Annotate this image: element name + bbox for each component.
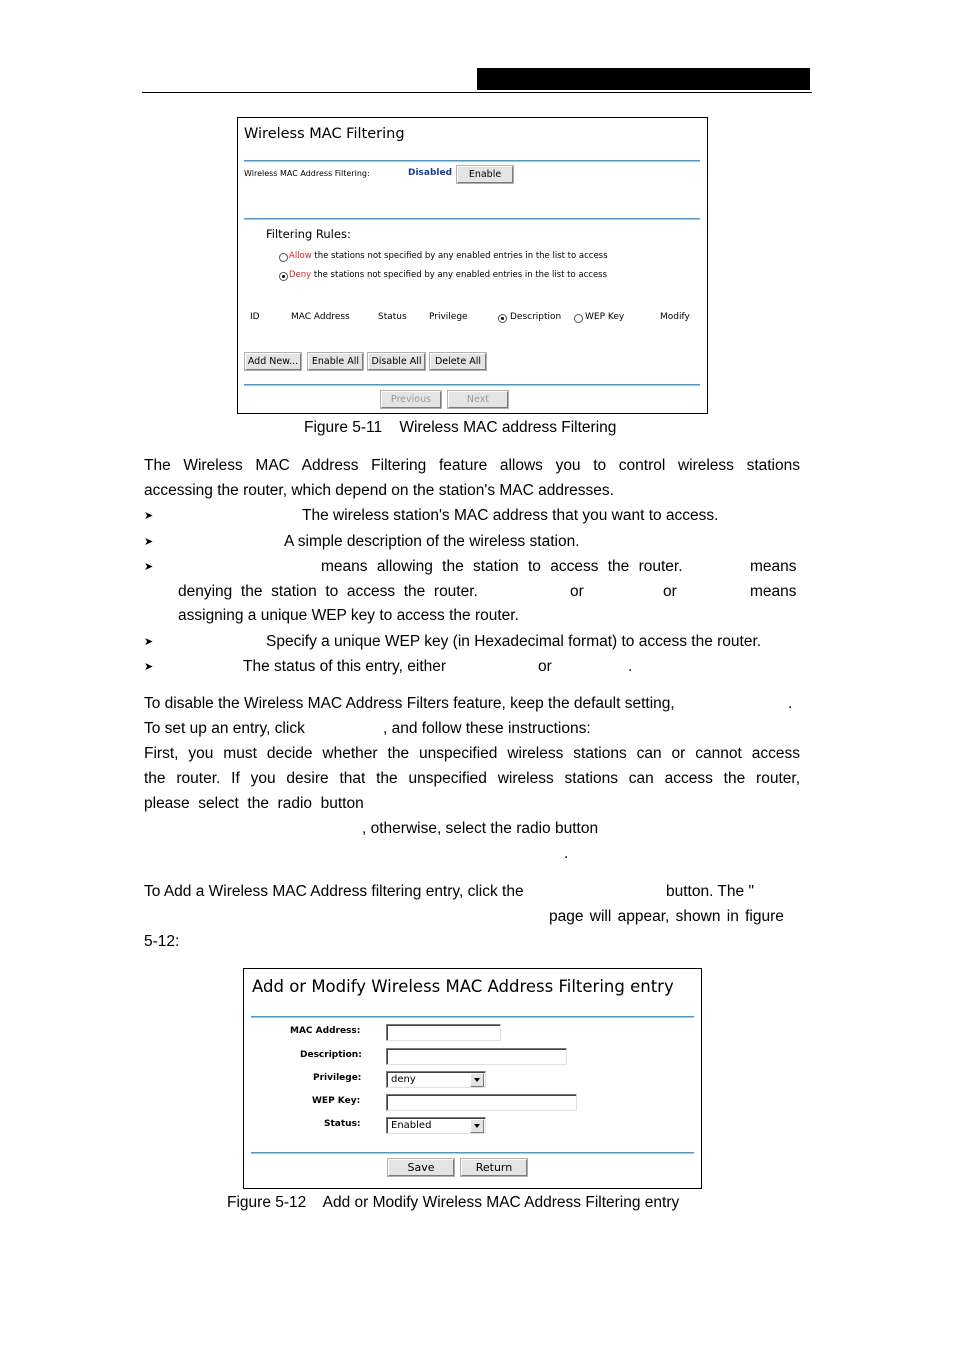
enable-all-button[interactable]: Enable All	[308, 353, 363, 370]
divider	[244, 160, 700, 162]
bullet-description: A simple description of the wireless station.	[284, 533, 580, 550]
bullet-privilege-l3: assigning a unique WEP key to access the router.	[178, 607, 519, 624]
description-radio[interactable]	[498, 314, 507, 323]
deny-word: Deny	[289, 270, 312, 280]
bullet-privilege-l2c: or	[663, 583, 677, 600]
dropdown-arrow-icon[interactable]	[470, 1119, 484, 1133]
bullet-status-a: The status of this entry, either	[243, 658, 447, 675]
para-disable-b: .	[788, 695, 793, 712]
col-id: ID	[250, 312, 260, 322]
intro-line-1: The Wireless MAC Address Filtering feature allows you to control wireless stations	[144, 457, 800, 474]
bullet-arrow-icon: ➤	[144, 636, 154, 648]
bullet-privilege-l2d: means	[750, 583, 797, 600]
para-add-l1b: button. The "	[666, 883, 754, 900]
col-description: Description	[510, 312, 562, 322]
figure-caption-5-12: Figure 5-12 Add or Modify Wireless MAC Address Filtering entry	[227, 1194, 680, 1211]
para-add-l3: 5-12:	[144, 933, 180, 950]
status-select[interactable]	[386, 1117, 486, 1134]
status-label: Status:	[324, 1119, 361, 1129]
para-setup-b: , and follow these instructions:	[383, 720, 591, 737]
dropdown-arrow-icon[interactable]	[470, 1073, 484, 1087]
bullet-arrow-icon: ➤	[144, 536, 154, 548]
bullet-wep-key: Specify a unique WEP key (in Hexadecimal format) to access the router.	[266, 633, 762, 650]
mac-address-label: MAC Address:	[290, 1026, 361, 1036]
allow-rule	[289, 251, 608, 261]
filter-state: Disabled	[408, 168, 453, 178]
save-button[interactable]: Save	[388, 1159, 454, 1176]
deny-text: the stations not specified by any enabled entries in the list to access	[313, 270, 608, 280]
bullet-arrow-icon: ➤	[144, 561, 154, 573]
col-privilege: Privilege	[429, 312, 468, 322]
para-setup-a: To set up an entry, click	[144, 720, 305, 737]
divider	[244, 384, 700, 386]
description-label: Description:	[300, 1050, 362, 1060]
para-add-l2: page will appear, shown in figure	[549, 908, 784, 925]
para-first-l2: the router. If you desire that the unspecified wireless stations can access the router,	[144, 770, 800, 787]
mac-address-input[interactable]	[386, 1024, 501, 1041]
disable-all-button[interactable]: Disable All	[368, 353, 425, 370]
bullet-arrow-icon: ➤	[144, 510, 154, 522]
bullet-status-c: .	[628, 658, 633, 675]
filtering-rules-label: Filtering Rules:	[266, 227, 351, 241]
header-bar	[477, 68, 810, 90]
deny-radio[interactable]	[279, 272, 288, 281]
wireless-mac-filtering-panel	[237, 117, 708, 414]
bullet-privilege-l2a: denying the station to access the router.	[178, 583, 478, 600]
deny-rule	[289, 270, 607, 280]
col-status: Status	[378, 312, 407, 322]
add-new-button[interactable]: Add New...	[245, 353, 301, 370]
header-rule	[142, 92, 812, 93]
bullet-arrow-icon: ➤	[144, 661, 154, 673]
col-mac-address: MAC Address	[291, 312, 350, 322]
wep-key-input[interactable]	[386, 1094, 577, 1111]
divider	[251, 1016, 694, 1018]
allow-text: the stations not specified by any enabled entries in the list to access	[314, 251, 608, 261]
divider	[251, 1152, 694, 1154]
para-add-l1a: To Add a Wireless MAC Address filtering entry, click the	[144, 883, 524, 900]
bullet-status-b: or	[538, 658, 552, 675]
add-modify-entry-panel	[243, 968, 702, 1189]
divider	[244, 218, 700, 220]
privilege-label: Privilege:	[313, 1073, 362, 1083]
delete-all-button[interactable]: Delete All	[430, 353, 486, 370]
panel-title: Add or Modify Wireless MAC Address Filtering entry	[252, 977, 674, 996]
para-first-l5: .	[564, 845, 569, 862]
figure-caption-5-11: Figure 5-11 Wireless MAC address Filtering	[304, 419, 617, 436]
bullet-mac-address: The wireless station's MAC address that you want to access.	[302, 507, 719, 524]
intro-line-2: accessing the router, which depend on the station's MAC addresses.	[144, 482, 614, 499]
bullet-privilege-l2b: or	[570, 583, 584, 600]
col-wep-key: WEP Key	[585, 312, 625, 322]
bullet-privilege-l1a: means allowing the station to access the router.	[321, 558, 683, 575]
panel-title: Wireless MAC Filtering	[244, 126, 405, 142]
col-modify: Modify	[660, 312, 690, 322]
para-first-l1: First, you must decide whether the unspecified wireless stations can or cannot access	[144, 745, 800, 762]
para-first-l3: please select the radio button	[144, 795, 364, 812]
privilege-select[interactable]	[386, 1071, 486, 1088]
next-button[interactable]: Next	[448, 391, 508, 408]
bullet-privilege-l1b: means	[750, 558, 797, 575]
allow-word: Allow	[289, 251, 312, 261]
description-input[interactable]	[386, 1048, 567, 1065]
para-disable-a: To disable the Wireless MAC Address Filters feature, keep the default setting,	[144, 695, 675, 712]
previous-button[interactable]: Previous	[381, 391, 441, 408]
wep-key-radio[interactable]	[574, 314, 583, 323]
allow-radio[interactable]	[279, 253, 288, 262]
return-button[interactable]: Return	[461, 1159, 527, 1176]
enable-button[interactable]: Enable	[457, 166, 513, 183]
filter-label: Wireless MAC Address Filtering:	[244, 169, 370, 178]
status-value: Enabled	[391, 1120, 432, 1131]
privilege-value: deny	[391, 1074, 416, 1085]
wep-key-label: WEP Key:	[312, 1096, 361, 1106]
para-first-l4: , otherwise, select the radio button	[362, 820, 599, 837]
